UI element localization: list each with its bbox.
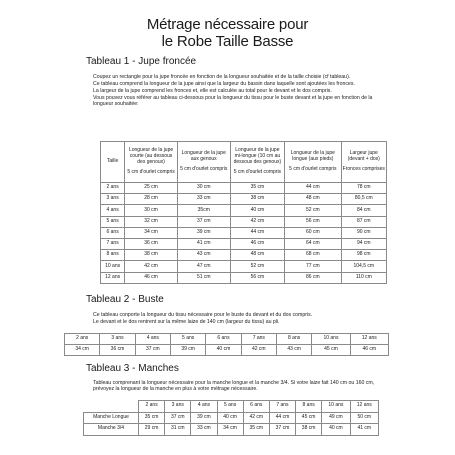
table-row [65, 334, 389, 345]
table-cell: 40 cm [217, 412, 243, 424]
table-cell: 98 cm [341, 250, 386, 261]
table-cell: 52 cm [285, 205, 341, 216]
table-cell: 34 cm [125, 227, 178, 238]
table-cell: 68 cm [285, 250, 341, 261]
table-row [84, 412, 379, 424]
size-cell: 3 ans [100, 334, 135, 345]
table-cell: 33 cm [177, 194, 230, 205]
table-cell: 48 cm [285, 194, 341, 205]
bodice-length-table [64, 333, 389, 356]
table-cell: 29 cm [139, 424, 165, 436]
table-cell: 30 cm [177, 183, 230, 194]
table-cell: 64 cm [285, 238, 341, 249]
table-row [101, 205, 387, 216]
size-cell: 6 ans [101, 227, 125, 238]
table-cell: 42 cm [125, 261, 178, 272]
size-cell: 5 ans [217, 401, 243, 413]
table-cell: 36 cm [125, 238, 178, 249]
size-cell: 12 ans [350, 334, 388, 345]
size-cell: 8 ans [296, 401, 322, 413]
table-row [101, 183, 387, 194]
size-cell: 2 ans [101, 183, 125, 194]
table-cell: 45 cm [296, 412, 322, 424]
size-cell: 12 ans [350, 401, 378, 413]
table-row [101, 194, 387, 205]
section1-paragraph: Vous pouvez vous référer au tableau ci-dessous pour la longueur du tissu pour le buste devant et la jupe en fonction de la longueur souhaitée: [93, 94, 373, 107]
table-row [101, 238, 387, 249]
size-cell: 7 ans [269, 401, 295, 413]
table-cell: 80,5 cm [341, 194, 386, 205]
table-cell: 56 cm [230, 272, 285, 283]
table-cell: 110 cm [341, 272, 386, 283]
size-cell: 7 ans [101, 238, 125, 249]
table-cell: 42 cm [241, 345, 276, 356]
table-cell: 47 cm [177, 261, 230, 272]
size-cell: 4 ans [191, 401, 217, 413]
section1-paragraph: Ce tableau comprend la longueur de la jupe ainsi que la largeur du bassin dans laquelle sont ajoutées les fronces. [93, 80, 355, 87]
section1-heading: Tableau 1 - Jupe froncée [86, 56, 197, 67]
table-cell: 33 cm [191, 424, 217, 436]
table-cell: 35 cm [243, 424, 269, 436]
header-midi-skirt: Longueur de la jupe mi-longue (10 cm au dessous des genoux) 5 cm d'ourlet compris [230, 142, 285, 183]
table-row [65, 345, 389, 356]
sleeve-table-body [84, 401, 379, 436]
table-cell: 36 cm [100, 345, 135, 356]
table-header-row [101, 142, 387, 183]
size-cell: 4 ans [101, 205, 125, 216]
table-row [84, 424, 379, 436]
table-cell: 37 cm [177, 216, 230, 227]
table-cell: 46 cm [230, 238, 285, 249]
size-cell: 3 ans [101, 194, 125, 205]
table-cell: 40 cm [206, 345, 241, 356]
table-cell: 37 cm [135, 345, 170, 356]
table-cell: 25 cm [125, 183, 178, 194]
table-cell: 37 cm [165, 412, 191, 424]
table-cell: 87 cm [341, 216, 386, 227]
size-cell: 3 ans [165, 401, 191, 413]
table-cell: 35 cm [139, 412, 165, 424]
section2-heading: Tableau 2 - Buste [86, 294, 164, 305]
table-cell: 44 cm [230, 227, 285, 238]
table-row [101, 216, 387, 227]
table-row [84, 401, 379, 413]
table-cell: 51 cm [177, 272, 230, 283]
table-cell: 77 cm [285, 261, 341, 272]
sleeve-type-label: Manche 3/4 [84, 424, 139, 436]
size-cell: 10 ans [322, 401, 350, 413]
header-skirt-width: Largeur jupe (devant + dos) Fronces comprises [341, 142, 386, 183]
table-cell: 50 cm [350, 412, 378, 424]
empty-corner-cell [84, 401, 139, 413]
table-cell: 90 cm [341, 227, 386, 238]
section1-paragraph: La largeur de la jupe comprend les fronces et, elle est calculée au total pour le devant et le dos compris. [93, 87, 332, 94]
table-cell: 104,5 cm [341, 261, 386, 272]
section2-text [93, 312, 383, 326]
size-cell: 5 ans [170, 334, 205, 345]
table-cell: 46 cm [125, 272, 178, 283]
table-cell: 38 cm [230, 194, 285, 205]
table-cell: 42 cm [230, 216, 285, 227]
table-cell: 31 cm [165, 424, 191, 436]
table-cell: 34 cm [65, 345, 100, 356]
section1-paragraph: Coupez un rectangle pour la jupe froncée en fonction de la longueur souhaitée et de la taille choisie (cf tableau). [93, 74, 351, 80]
table-cell: 49 cm [322, 412, 350, 424]
table-cell: 42 cm [243, 412, 269, 424]
table-cell: 41 cm [177, 238, 230, 249]
table-cell: 40 cm [322, 424, 350, 436]
section2-paragraph: Le devant et le dos rentrent sur la même laize de 140 cm (largeur du tissu) au pli. [93, 318, 280, 325]
section2-paragraph: Ce tableau conporte la longueur du tissu nécessaire pour le buste du devant et du dos compris. [93, 312, 313, 318]
skirt-length-table [100, 141, 387, 284]
skirt-table-body [101, 183, 387, 284]
section3-paragraph: Tableau comprenant la longueur nécessaire pour la manche longue et la manche 3/4. Si votre laize fait 140 cm ou 160 cm, prévoyez la longueur de la manche en plus à votre métrage nécessaire. [93, 380, 375, 393]
table-row [101, 272, 387, 283]
size-cell: 6 ans [243, 401, 269, 413]
table-cell: 39 cm [191, 412, 217, 424]
size-cell: 12 ans [101, 272, 125, 283]
size-cell: 10 ans [312, 334, 350, 345]
table-cell: 30 cm [125, 205, 178, 216]
table-cell: 35 cm [230, 183, 285, 194]
table-cell: 56 cm [285, 216, 341, 227]
size-cell: 2 ans [139, 401, 165, 413]
table-cell: 60 cm [285, 227, 341, 238]
table-cell: 46 cm [350, 345, 388, 356]
table-row [101, 250, 387, 261]
table-cell: 34 cm [217, 424, 243, 436]
table-cell: 86 cm [285, 272, 341, 283]
table-cell: 39 cm [170, 345, 205, 356]
title-line-2: le Robe Taille Basse [161, 33, 294, 50]
title-line-1: Métrage nécessaire pour [146, 16, 309, 33]
table-cell: 38 cm [296, 424, 322, 436]
table-cell: 48 cm [230, 250, 285, 261]
table-cell: 40 cm [230, 205, 285, 216]
table-cell: 84 cm [341, 205, 386, 216]
size-cell: 4 ans [135, 334, 170, 345]
table-row [101, 261, 387, 272]
table-cell: 43 cm [177, 250, 230, 261]
table-cell: 35cm [177, 205, 230, 216]
document-title [0, 16, 455, 50]
table-cell: 32 cm [125, 216, 178, 227]
header-long-skirt: Longueur de la jupe longue (aux pieds) 5 cm d'ourlet compris [285, 142, 341, 183]
header-size: Taille [101, 142, 125, 183]
table-cell: 44 cm [269, 412, 295, 424]
size-cell: 5 ans [101, 216, 125, 227]
size-cell: 6 ans [206, 334, 241, 345]
sleeve-type-label: Manche Longue [84, 412, 139, 424]
size-cell: 7 ans [241, 334, 276, 345]
table-row [101, 227, 387, 238]
size-cell: 10 ans [101, 261, 125, 272]
section3-text [93, 380, 383, 393]
header-short-skirt: Longueur de la jupe courte (au dessous des genoux) 5 cm d'ourlet compris [125, 142, 178, 183]
size-cell: 8 ans [101, 250, 125, 261]
table-cell: 44 cm [285, 183, 341, 194]
table-cell: 45 cm [312, 345, 350, 356]
table-cell: 39 cm [177, 227, 230, 238]
section3-heading: Tableau 3 - Manches [86, 363, 179, 374]
table-cell: 37 cm [269, 424, 295, 436]
sleeve-length-table [83, 400, 379, 436]
table-cell: 38 cm [125, 250, 178, 261]
size-cell: 8 ans [276, 334, 311, 345]
table-cell: 52 cm [230, 261, 285, 272]
section1-text [93, 74, 383, 108]
table-cell: 43 cm [276, 345, 311, 356]
size-cell: 2 ans [65, 334, 100, 345]
table-cell: 41 cm [350, 424, 378, 436]
header-knee-skirt: Longueur de la jupe aux genoux 5 cm d'ourlet compris [177, 142, 230, 183]
table-cell: 94 cm [341, 238, 386, 249]
table-cell: 78 cm [341, 183, 386, 194]
table-cell: 28 cm [125, 194, 178, 205]
